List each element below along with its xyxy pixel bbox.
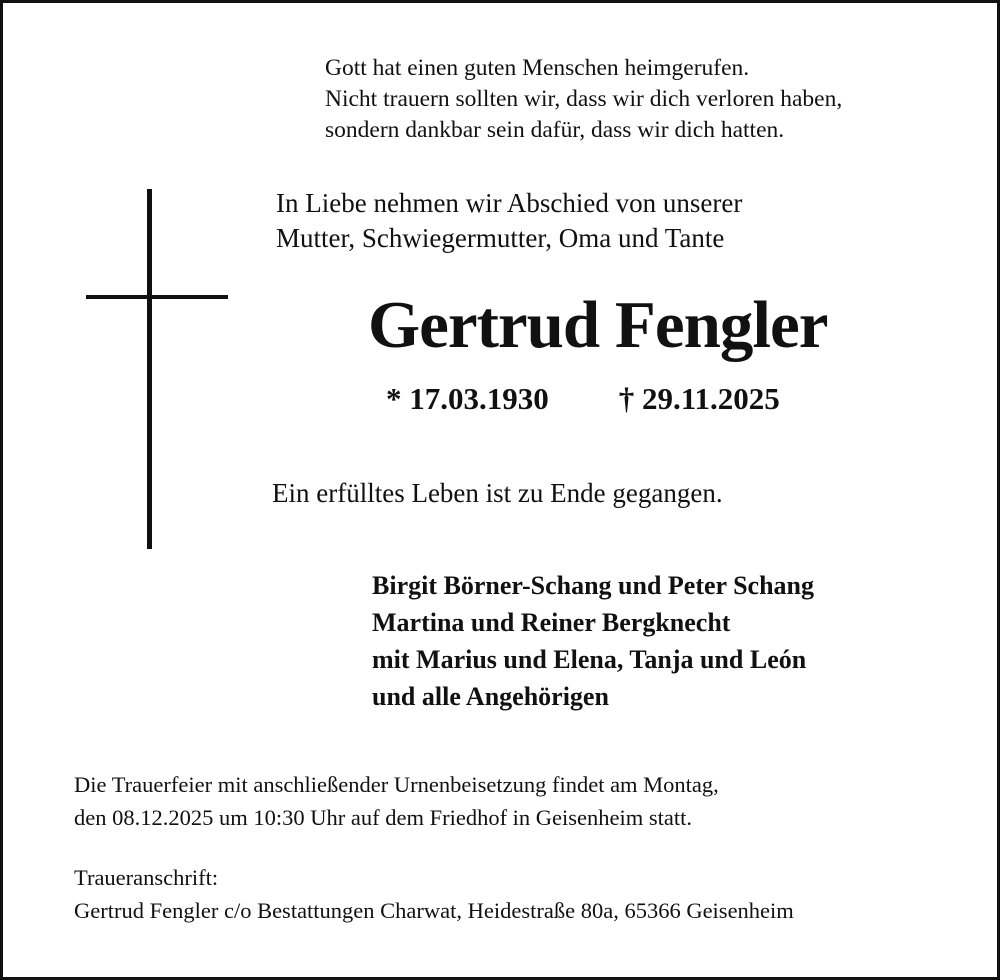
mourner-line: Martina und Reiner Bergknecht xyxy=(372,608,731,637)
verse-line: Gott hat einen guten Menschen heimgerufen. xyxy=(325,55,750,81)
address-text: Gertrud Fengler c/o Bestattungen Charwat, Heidestraße 80a, 65366 Geisenheim xyxy=(74,898,794,923)
address-heading: Traueranschrift: xyxy=(74,865,219,890)
life-dates xyxy=(386,379,780,419)
birth-date: * 17.03.1930 xyxy=(386,381,549,416)
mourners-list xyxy=(372,567,814,715)
mourner-line: und alle Angehörigen xyxy=(372,682,609,711)
mourner-line: mit Marius und Elena, Tanja und León xyxy=(372,645,807,674)
cross-icon xyxy=(86,189,228,549)
death-date: † 29.11.2025 xyxy=(618,381,780,416)
cross-horizontal-bar xyxy=(86,295,228,299)
service-info xyxy=(74,768,719,834)
cross-vertical-bar xyxy=(147,189,152,549)
service-line: den 08.12.2025 um 10:30 Uhr auf dem Friedhof in Geisenheim statt. xyxy=(74,805,693,830)
service-line: Die Trauerfeier mit anschließender Urnenbeisetzung findet am Montag, xyxy=(74,772,719,797)
verse-line: Nicht trauern sollten wir, dass wir dich verloren haben, xyxy=(325,86,843,112)
deceased-name: Gertrud Fengler xyxy=(368,288,828,362)
closing-line: Ein erfülltes Leben ist zu Ende gegangen. xyxy=(272,478,723,508)
verse xyxy=(325,53,842,146)
intro-line: In Liebe nehmen wir Abschied von unserer xyxy=(276,188,743,218)
mourning-address xyxy=(74,861,794,927)
verse-line: sondern dankbar sein dafür, dass wir dich hatten. xyxy=(325,117,785,143)
mourner-line: Birgit Börner-Schang und Peter Schang xyxy=(372,571,815,600)
intro-text xyxy=(276,186,742,256)
intro-line: Mutter, Schwiegermutter, Oma und Tante xyxy=(276,223,725,253)
